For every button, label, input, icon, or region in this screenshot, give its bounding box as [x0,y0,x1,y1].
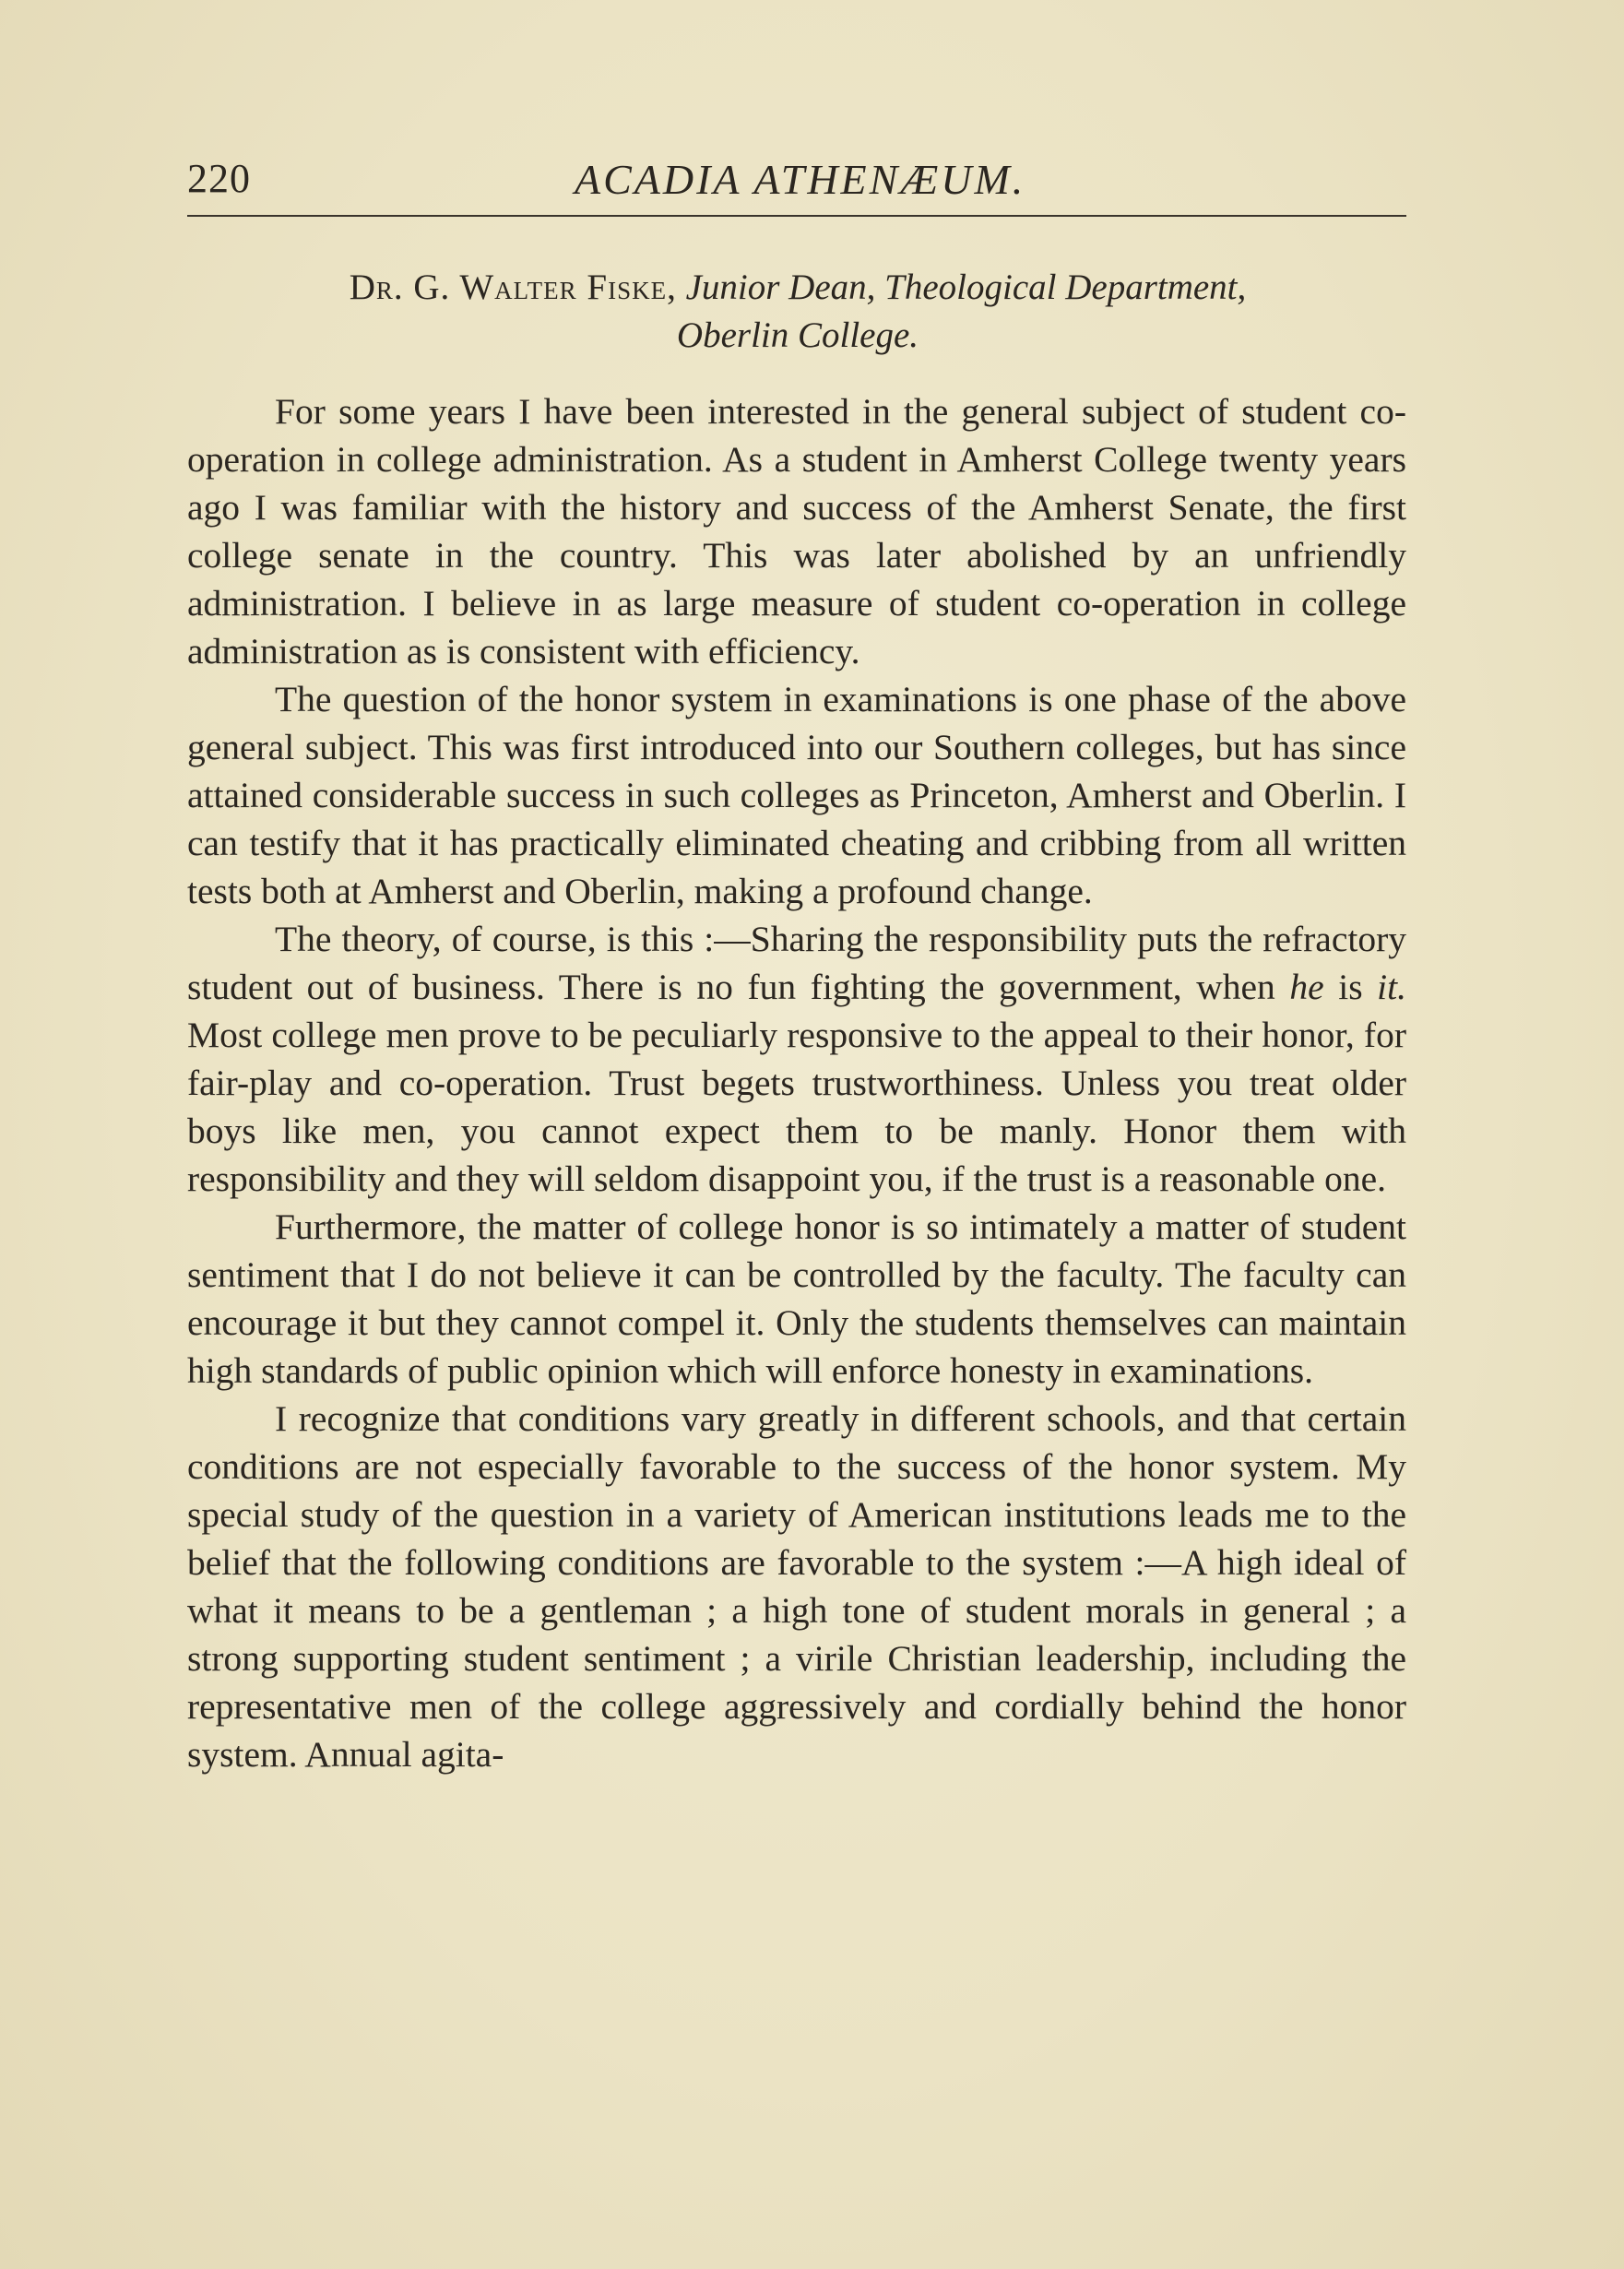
running-title: ACADIA ATHENÆUM. [575,156,1026,203]
author-name: Dr. G. Walter Fiske, [349,267,677,307]
page-header [187,149,1406,214]
paragraph-3-emphasis-he: he [1289,967,1324,1007]
article-body [187,387,1406,1778]
paragraph-3 [187,915,1406,1203]
page-number: 220 [187,156,251,201]
paragraph-3-part-1: The theory, of course, is this :—Sharing the responsibility puts the refractory student out of business. There is no fun fighting the government, when [187,919,1406,1007]
author-attribution [231,264,1365,360]
author-title-line-2: Oberlin College. [676,315,919,355]
paragraph-3-part-2: is [1323,967,1378,1007]
author-title-line-1: Junior Dean, Theological Department, [685,267,1247,307]
paragraph-1: For some years I have been interested in the general subject of student co-operation in college administration. As a student in Amherst College twenty years ago I was familiar with the history and success of the Amherst Senate, the first college senate in the country. This was later abolished by an unfriendly administration. I believe in as large measure of student co-operation in college administration as is consistent with efficiency. [187,391,1406,671]
paragraph-3-emphasis-it: it. [1377,967,1406,1007]
header-rule [187,215,1406,217]
paragraph-5: I recognize that conditions vary greatly in different schools, and that certain conditions are not especially favorable to the success of the honor system. My special study of the question in a variety of American institutions leads me to the belief that the following conditions are favorable to the system :—A high ideal of what it means to be a gentleman ; a high tone of student morals in general ; a strong supporting student sentiment ; a virile Christian leadership, including the representative men of the college aggressively and cordially behind the honor system. Annual agita- [187,1398,1406,1775]
paragraph-3-part-3: Most college men prove to be peculiarly responsive to the appeal to their honor, for fair-play and co-operation. Trust begets trustworthiness. Unless you treat older boys like men, you cannot expect them to be manly. Honor them with responsibility and they will seldom disappoint you, if the trust is a reasonable one. [187,1015,1406,1199]
paragraph-4: Furthermore, the matter of college honor is so intimately a matter of student sentiment that I do not believe it can be controlled by the faculty. The faculty can encourage it but they cannot compel it. Only the students themselves can maintain high standards of public opinion which will enforce honesty in examinations. [187,1206,1406,1391]
paragraph-2: The question of the honor system in examinations is one phase of the above general subject. This was first introduced into our Southern colleges, but has since attained considerable success in such colleges as Princeton, Amherst and Oberlin. I can testify that it has practically eliminated cheating and cribbing from all written tests both at Amherst and Oberlin, making a profound change. [187,679,1406,911]
